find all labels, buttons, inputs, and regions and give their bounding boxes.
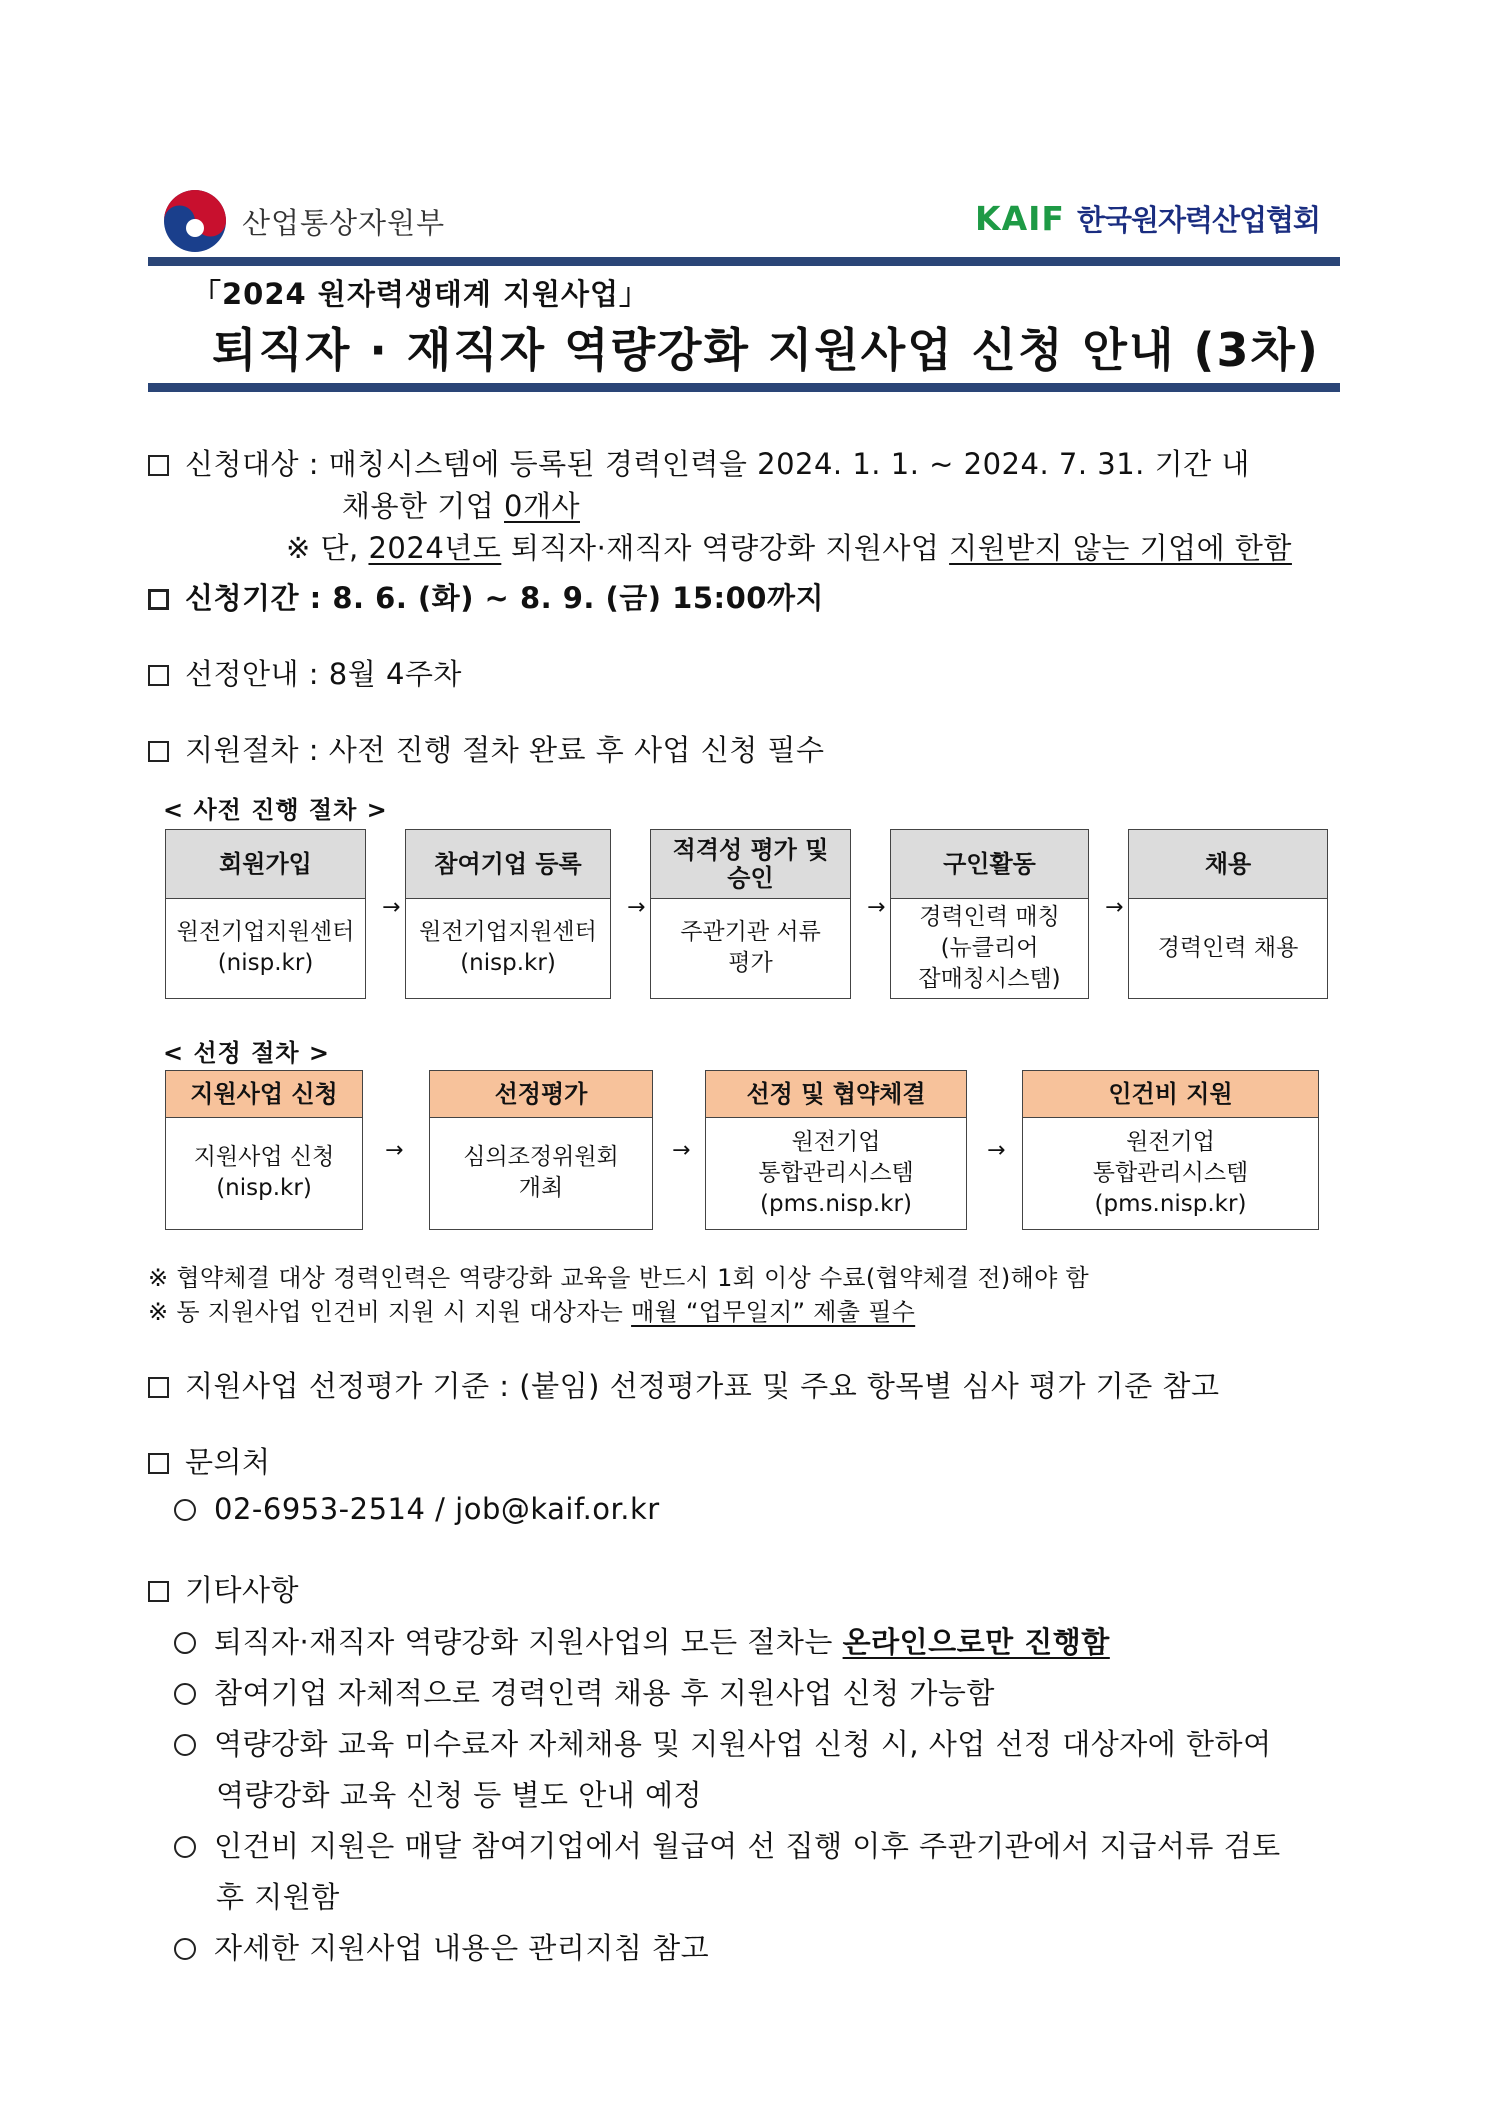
etc-section: [148, 1568, 299, 1609]
sel-step-1: [165, 1070, 363, 1230]
etc-item-3-continued: 역량강화 교육 신청 등 별도 안내 예정: [216, 1778, 703, 1812]
target-line2-text: 채용한 기업: [342, 489, 505, 523]
pre-step-5: [1128, 829, 1328, 999]
circle-bullet-icon: [174, 1632, 196, 1654]
header-rule-top: [148, 257, 1340, 266]
pre-step-4-body: 경력인력 매칭 (뉴클리어 잡매칭시스템): [918, 903, 1061, 992]
target-line2: [342, 484, 580, 525]
arrow-right-icon: →: [987, 1138, 1006, 1163]
ministry-logo: [162, 188, 445, 254]
target-label: 신청대상 :: [185, 447, 329, 481]
target-company-count: 0개사: [504, 489, 580, 523]
etc-item-3-text: 역량강화 교육 미수료자 자체채용 및 지원사업 신청 시, 사업 선정 대상자에 한하여: [214, 1727, 1272, 1761]
target-line1: 매칭시스템에 등록된 경력인력을 2024. 1. 1. ~ 2024. 7. 31. 기간 내: [328, 447, 1250, 481]
pre-step-1-body: 원전기업지원센터 (nisp.kr): [176, 919, 355, 976]
contact-details: 02-6953-2514 / job@kaif.or.kr: [214, 1492, 660, 1526]
etc-item-1: [174, 1620, 1110, 1661]
arrow-right-icon: →: [627, 895, 646, 920]
pre-step-2-head: 참여기업 등록: [406, 830, 610, 899]
circle-bullet-icon: [174, 1734, 196, 1756]
sel-step-3-body: 원전기업 통합관리시스템 (pms.nisp.kr): [758, 1128, 914, 1217]
target-note-c: 퇴직자·재직자 역량강화 지원사업: [501, 531, 950, 565]
etc-item-5-text: 자세한 지원사업 내용은 관리지침 참고: [214, 1931, 710, 1965]
target-note-a: ※ 단,: [286, 531, 369, 565]
etc-item-4-continued: 후 지원함: [216, 1880, 340, 1914]
sel-step-4-head: 인건비 지원: [1023, 1071, 1318, 1118]
sel-step-2-body: 심의조정위원회 개최: [463, 1144, 619, 1201]
ministry-name: 산업통상자원부: [242, 205, 446, 240]
procedure-text: 지원절차 : 사전 진행 절차 완료 후 사업 신청 필수: [185, 733, 825, 767]
circle-bullet-icon: [174, 1683, 196, 1705]
etc-item-4-text: 인건비 지원은 매달 참여기업에서 월급여 선 집행 이후 주관기관에서 지급서류 검토: [214, 1829, 1281, 1863]
sel-step-4: [1022, 1070, 1319, 1230]
selection-section: [148, 652, 462, 693]
checkbox-square-icon: [148, 665, 169, 686]
target-note-year: 2024년도: [368, 531, 502, 565]
kaif-logo: [975, 198, 1320, 239]
pre-step-3-head: 적격성 평가 및 승인: [651, 830, 850, 899]
pre-step-3: [650, 829, 851, 999]
period-text: 신청기간 : 8. 6. (화) ~ 8. 9. (금) 15:00까지: [185, 581, 824, 615]
etc-item-1-emphasis: 온라인으로만 진행함: [842, 1625, 1110, 1659]
arrow-right-icon: →: [672, 1138, 691, 1163]
criteria-section: [148, 1364, 1219, 1405]
note-1: ※ 협약체결 대상 경력인력은 역량강화 교육을 반드시 1회 이상 수료(협약체결 전)해야 함: [148, 1264, 1089, 1292]
program-line: 「2024 원자력생태계 지원사업」: [192, 277, 650, 311]
etc-label: 기타사항: [185, 1573, 300, 1607]
checkbox-square-icon: [148, 1581, 169, 1602]
checkbox-square-icon: [148, 589, 169, 610]
etc-item-2: [174, 1671, 995, 1712]
checkbox-square-icon: [148, 1377, 169, 1398]
target-note: [286, 526, 1292, 567]
etc-item-3: [174, 1722, 1272, 1763]
pre-step-2: [405, 829, 611, 999]
checkbox-square-icon: [148, 741, 169, 762]
pre-step-1-head: 회원가입: [166, 830, 365, 899]
etc-item-2-text: 참여기업 자체적으로 경력인력 채용 후 지원사업 신청 가능함: [214, 1676, 995, 1710]
kaif-name: 한국원자력산업협회: [1076, 203, 1321, 237]
page-title: 퇴직자 · 재직자 역량강화 지원사업 신청 안내 (3차): [212, 323, 1320, 377]
pre-procedure-label: < 사전 진행 절차 >: [163, 796, 388, 824]
note-2: [148, 1292, 915, 1327]
target-section: [148, 442, 1250, 483]
pre-step-3-body: 주관기관 서류 평가: [680, 919, 821, 976]
pre-step-4: [890, 829, 1089, 999]
arrow-right-icon: →: [382, 895, 401, 920]
taeguk-emblem-icon: [162, 188, 228, 254]
note-2-text: ※ 동 지원사업 인건비 지원 시 지원 대상자는: [148, 1298, 632, 1326]
selection-text: 선정안내 : 8월 4주차: [185, 657, 462, 691]
sel-step-2: [429, 1070, 653, 1230]
contact-label: 문의처: [185, 1445, 271, 1479]
pre-step-1: [165, 829, 366, 999]
arrow-right-icon: →: [1105, 895, 1124, 920]
circle-bullet-icon: [174, 1836, 196, 1858]
note-2-emphasis: 매월 “업무일지” 제출 필수: [631, 1298, 916, 1326]
circle-bullet-icon: [174, 1938, 196, 1960]
etc-item-1-text: 퇴직자·재직자 역량강화 지원사업의 모든 절차는: [214, 1625, 843, 1659]
header-rule-bottom: [148, 383, 1340, 392]
sel-step-1-body: 지원사업 신청 (nisp.kr): [193, 1144, 335, 1201]
procedure-section: [148, 728, 825, 769]
circle-bullet-icon: [174, 1499, 196, 1521]
kaif-mark: KAIF: [975, 199, 1065, 238]
pre-step-4-head: 구인활동: [891, 830, 1088, 899]
sel-step-3-head: 선정 및 협약체결: [706, 1071, 966, 1118]
criteria-text: 지원사업 선정평가 기준 : (붙임) 선정평가표 및 주요 항목별 심사 평가 기준 참고: [185, 1369, 1220, 1403]
pre-step-5-head: 채용: [1129, 830, 1327, 899]
pre-step-5-body: 경력인력 채용: [1157, 934, 1299, 961]
sel-step-2-head: 선정평가: [430, 1071, 652, 1118]
checkbox-square-icon: [148, 455, 169, 476]
sel-step-4-body: 원전기업 통합관리시스템 (pms.nisp.kr): [1092, 1128, 1249, 1217]
sel-step-3: [705, 1070, 967, 1230]
arrow-right-icon: →: [867, 895, 886, 920]
sel-step-1-head: 지원사업 신청: [166, 1071, 362, 1118]
period-section: [148, 576, 824, 617]
target-note-restriction: 지원받지 않는 기업에 한함: [949, 531, 1292, 565]
etc-item-5: [174, 1926, 709, 1967]
contact-item: [174, 1492, 660, 1526]
etc-item-4: [174, 1824, 1281, 1865]
contact-section: [148, 1440, 271, 1481]
arrow-right-icon: →: [385, 1138, 404, 1163]
checkbox-square-icon: [148, 1453, 169, 1474]
selection-procedure-label: < 선정 절차 >: [163, 1039, 331, 1067]
pre-step-2-body: 원전기업지원센터 (nisp.kr): [419, 919, 597, 976]
